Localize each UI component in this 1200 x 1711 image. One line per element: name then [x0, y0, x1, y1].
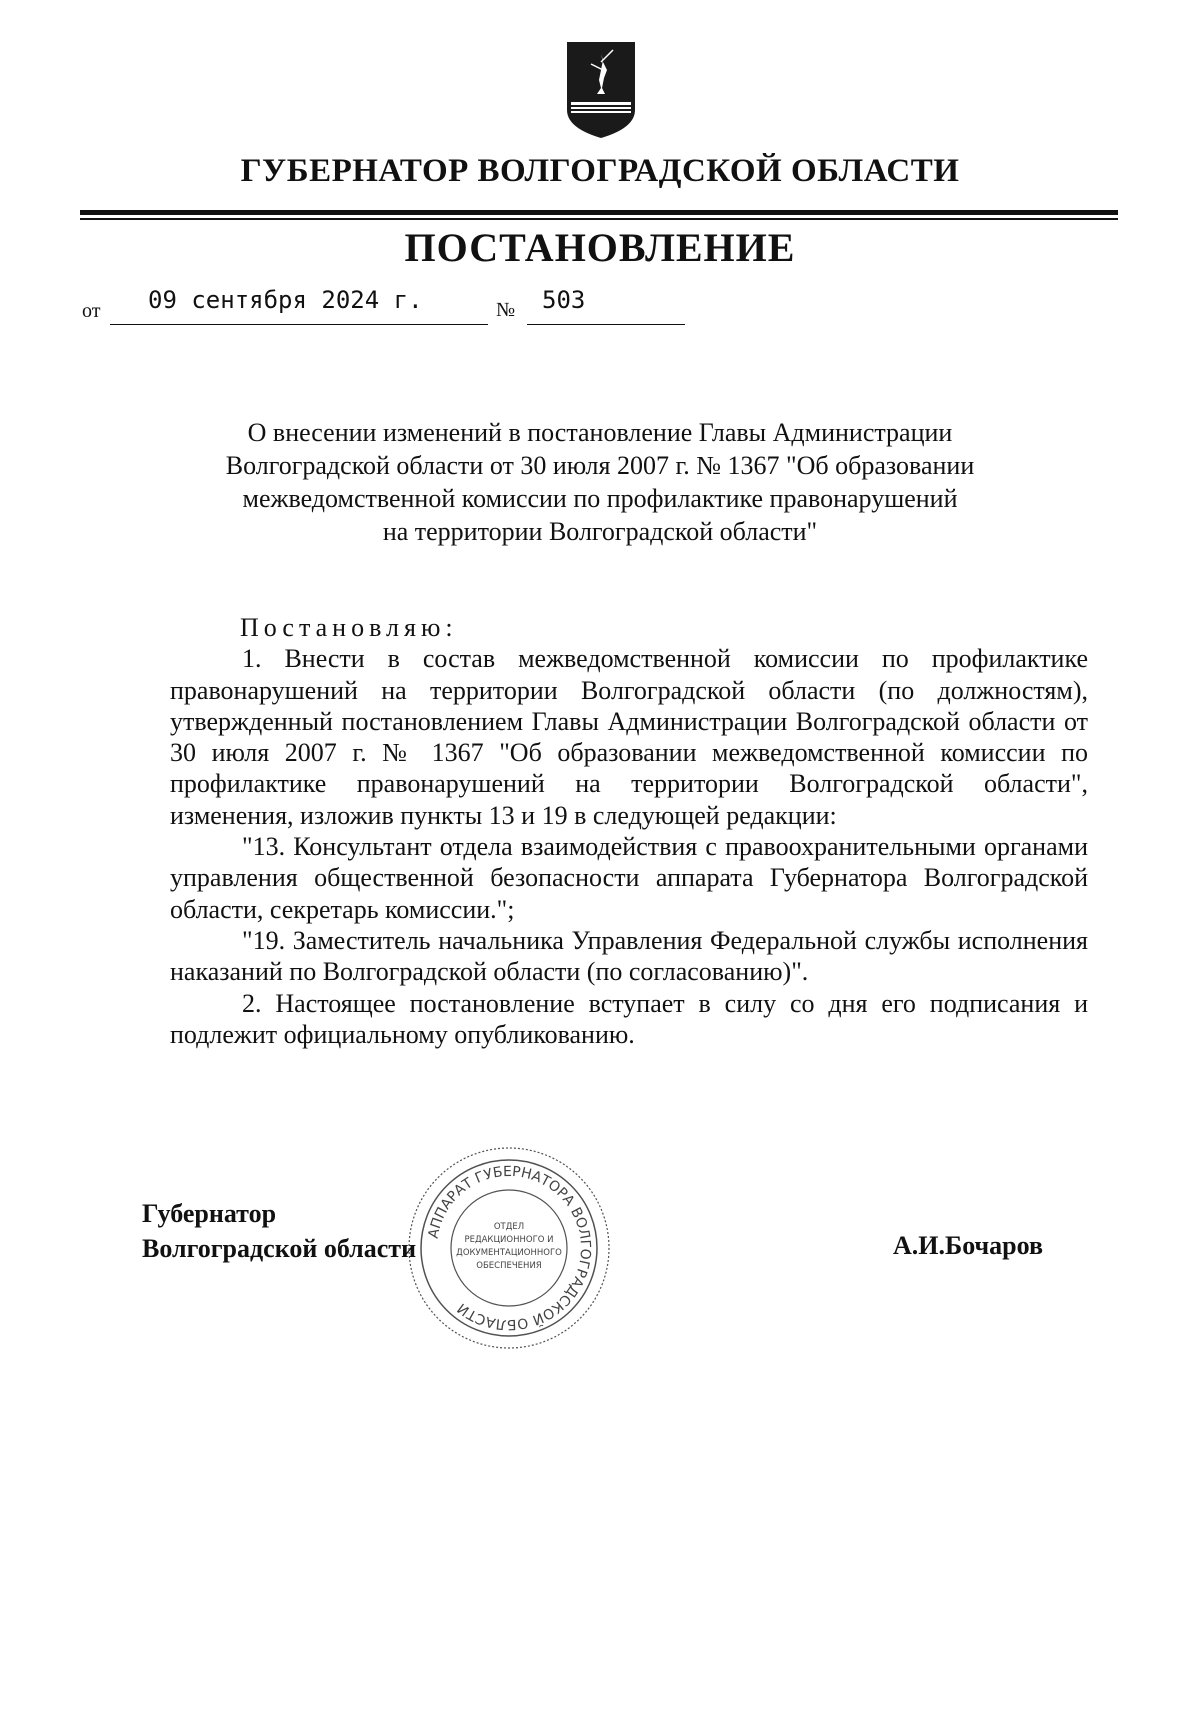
header-rule-thin — [80, 218, 1118, 220]
document-type-heading: ПОСТАНОВЛЕНИЕ — [404, 225, 796, 270]
subject-line: на территории Волгоградской области" — [382, 517, 818, 546]
subject-line: Волгоградской области от 30 июля 2007 г. № 1367 "Об образовании — [225, 451, 975, 480]
date-underline — [110, 324, 488, 325]
resolve-heading: Постановляю: — [240, 613, 458, 642]
document-subject — [160, 416, 1040, 548]
number-underline — [527, 324, 685, 325]
paragraph-item-13: "13. Консультант отдела взаимодействия с правоохранительными органами управления общественной безопасности аппарата Губернатора Волгоградской области, секретарь комиссии."; — [170, 832, 1088, 924]
document-body — [170, 612, 1088, 1050]
stamp-center-line: ОТДЕЛ — [493, 1222, 525, 1232]
signatory-name: А.И.Бочаров — [893, 1231, 1044, 1260]
stamp-ring-text: АППАРАТ ГУБЕРНАТОРА ВОЛГОГРАДСКОЙ ОБЛАСТИ — [425, 1163, 594, 1333]
date-prefix-label: от — [82, 300, 101, 322]
paragraph-item-1: 1. Внести в состав межведомственной комиссии по профилактике правонарушений на территории Волгоградской области (по должностям), утвержденный постановлением Главы Администрации Волгоградской области от 30 июля 2007 г. № 1367 "Об образовании межведомственной комиссии по профилактике правонарушений на территории Волгоградской области", изменения, изложив пункты 13 и 19 в следующей редакции: — [170, 644, 1088, 830]
subject-line: межведомственной комиссии по профилактике правонарушений — [242, 484, 958, 513]
signatory-title-line: Волгоградской области — [142, 1234, 417, 1263]
stamp-center-line: ОБЕСПЕЧЕНИЯ — [476, 1261, 542, 1271]
header-rule-thick — [80, 210, 1118, 215]
paragraph-item-2: 2. Настоящее постановление вступает в силу со дня его подписания и подлежит официальному опубликованию. — [170, 988, 1088, 1049]
registration-row — [0, 282, 1200, 332]
document-date: 09 сентября 2024 г. — [148, 286, 423, 314]
volgograd-coat-of-arms-icon — [563, 40, 639, 140]
stamp-center-line: РЕДАКЦИОННОГО И — [464, 1235, 554, 1245]
organization-title: ГУБЕРНАТОР ВОЛГОГРАДСКОЙ ОБЛАСТИ — [240, 153, 960, 189]
signatory-title-line: Губернатор — [142, 1199, 277, 1228]
number-prefix-label: № — [496, 299, 516, 321]
official-stamp — [404, 1143, 614, 1353]
paragraph-item-19: "19. Заместитель начальника Управления Федеральной службы исполнения наказаний по Волгоградской области (по согласованию)". — [170, 925, 1088, 987]
signatory-title — [142, 1196, 416, 1266]
stamp-center-line: ДОКУМЕНТАЦИОННОГО — [456, 1248, 562, 1258]
document-number: 503 — [542, 286, 586, 314]
subject-line: О внесении изменений в постановление Главы Администрации — [247, 418, 953, 447]
